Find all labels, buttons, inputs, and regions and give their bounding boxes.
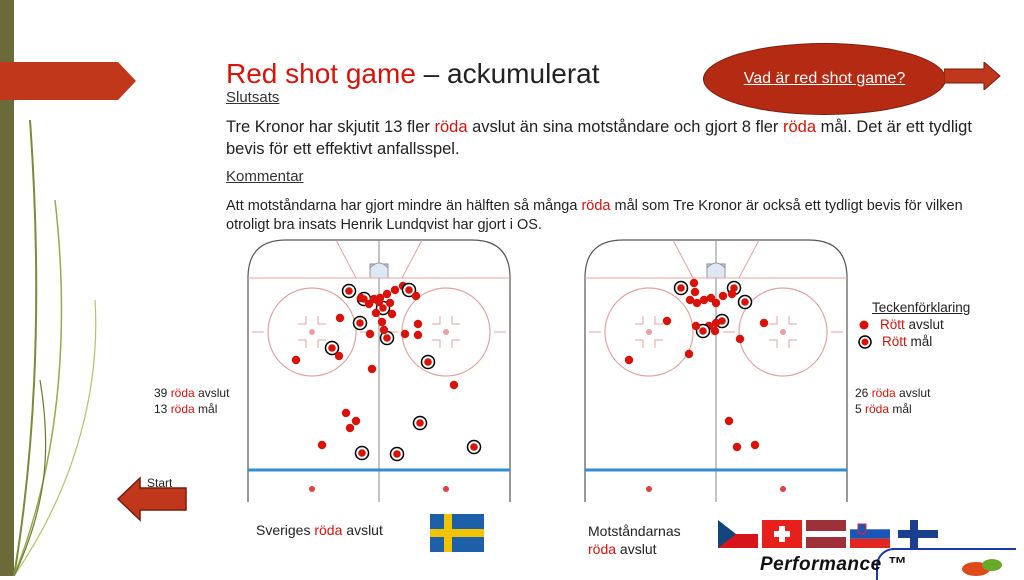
sweden-caption: Sveriges röda avslut [256, 522, 383, 538]
goal-marker-center [356, 319, 364, 327]
goal-marker-center [677, 284, 685, 292]
oval-arrow-icon [944, 62, 1002, 90]
goal-marker-center [424, 358, 432, 366]
goal-marker-center [345, 287, 353, 295]
shot-marker [357, 294, 365, 302]
shot-marker [712, 299, 720, 307]
shot-marker [336, 314, 344, 322]
shot-marker [690, 279, 698, 287]
shot-marker [365, 300, 373, 308]
shot-marker [401, 330, 409, 338]
shot-marker [751, 441, 759, 449]
shot-marker [292, 356, 300, 364]
sweden-shots-stat: 39 röda avslut [154, 386, 230, 400]
shot-marker [386, 299, 394, 307]
slot-line-right [402, 240, 422, 278]
shot-marker [719, 292, 727, 300]
faceoff-dot-2 [443, 329, 449, 335]
neutral-dot-left [309, 486, 315, 492]
neutral-dot-right [443, 486, 449, 492]
opponent-shots-stat: 26 röda avslut [855, 386, 931, 400]
shot-marker [691, 288, 699, 296]
goal-marker-center [470, 443, 478, 451]
goal-marker-center [416, 419, 424, 427]
goal-marker-center [358, 449, 366, 457]
shot-marker [412, 292, 420, 300]
shot-marker [388, 310, 396, 318]
sweden-rink-diagram [246, 238, 512, 502]
opponent-goals-stat: 5 röda mål [855, 402, 912, 416]
footer-brand: Performance ™ [760, 554, 907, 575]
slovenia-flag-icon [850, 520, 890, 548]
goal-dot-icon [858, 335, 872, 349]
shot-marker [383, 290, 391, 298]
legend [858, 300, 970, 349]
title-arrow-banner [0, 60, 140, 102]
shot-marker [378, 318, 386, 326]
goal-marker-center [699, 327, 707, 335]
shot-marker [450, 381, 458, 389]
shot-marker [685, 350, 693, 358]
shot-marker [692, 322, 700, 330]
start-label: Start [147, 476, 173, 490]
faceoff-dot-2 [780, 329, 786, 335]
shot-marker [318, 441, 326, 449]
footer-logo-icon [958, 556, 1008, 576]
conclusion-heading: Slutsats [226, 89, 280, 106]
what-is-red-shot-game-label: Vad är red shot game? [743, 70, 906, 87]
goal-net [370, 263, 388, 278]
page-title [226, 58, 600, 90]
legend-title: Teckenförklaring [872, 300, 971, 315]
shot-marker [414, 331, 422, 339]
opponent-rink-diagram [583, 238, 849, 502]
shot-marker [366, 330, 374, 338]
goal-net [707, 263, 725, 278]
latvia-flag-icon [806, 520, 846, 548]
goal-marker-center [383, 334, 391, 342]
shot-marker [346, 424, 354, 432]
goal-marker-center [741, 298, 749, 306]
shot-marker [380, 326, 388, 334]
shot-marker [352, 417, 360, 425]
comment-heading: Kommentar [226, 168, 304, 185]
shot-marker [335, 352, 343, 360]
shot-marker [711, 327, 719, 335]
comment-text: Att motståndarna har gjort mindre än hälften så många röda mål som Tre Kronor är också ett tydligt bevis för vilken otroligt bra insats Henrik Lundqvist har gjort i OS. [226, 198, 963, 233]
finland-flag-icon [898, 520, 938, 548]
sweden-goals-stat: 13 röda mål [154, 402, 218, 416]
shot-marker [725, 417, 733, 425]
shot-marker [414, 320, 422, 328]
shot-dot-icon [858, 319, 870, 331]
goal-marker-center [393, 450, 401, 458]
what-is-red-shot-game-button[interactable] [703, 43, 946, 115]
neutral-dot-right [780, 486, 786, 492]
shot-marker [733, 443, 741, 451]
title-red-part: Red shot game [226, 58, 416, 89]
faceoff-dot-1 [646, 329, 652, 335]
sweden-flag-icon [430, 514, 484, 552]
conclusion-text: Tre Kronor har skjutit 13 fler röda avslut än sina motståndare och gjort 8 fler röda mål. Det är ett tydligt bevis för ett effektivt anfallsspel. [226, 118, 972, 158]
shot-marker [372, 309, 380, 317]
shot-marker [663, 317, 671, 325]
swiss-flag-icon [762, 520, 802, 548]
shot-marker [342, 409, 350, 417]
shot-marker [625, 356, 633, 364]
legend-goal-row: Rött mål [858, 334, 970, 349]
faceoff-dot-1 [309, 329, 315, 335]
shot-marker [368, 365, 376, 373]
shot-marker [375, 298, 383, 306]
goal-marker-center [328, 344, 336, 352]
title-rest: – ackumulerat [415, 58, 600, 89]
czech-flag-icon [718, 520, 758, 548]
slot-line-left [336, 240, 356, 278]
legend-shot-row: Rött avslut [858, 317, 970, 332]
goal-marker-center [405, 286, 413, 294]
shot-marker [728, 290, 736, 298]
opponent-caption: Motståndarnas röda avslut [588, 523, 681, 557]
slot-line-right [739, 240, 759, 278]
shot-marker [736, 335, 744, 343]
shot-marker [391, 286, 399, 294]
neutral-dot-left [646, 486, 652, 492]
start-back-button[interactable] [116, 476, 188, 522]
slot-line-left [673, 240, 693, 278]
shot-marker [760, 319, 768, 327]
